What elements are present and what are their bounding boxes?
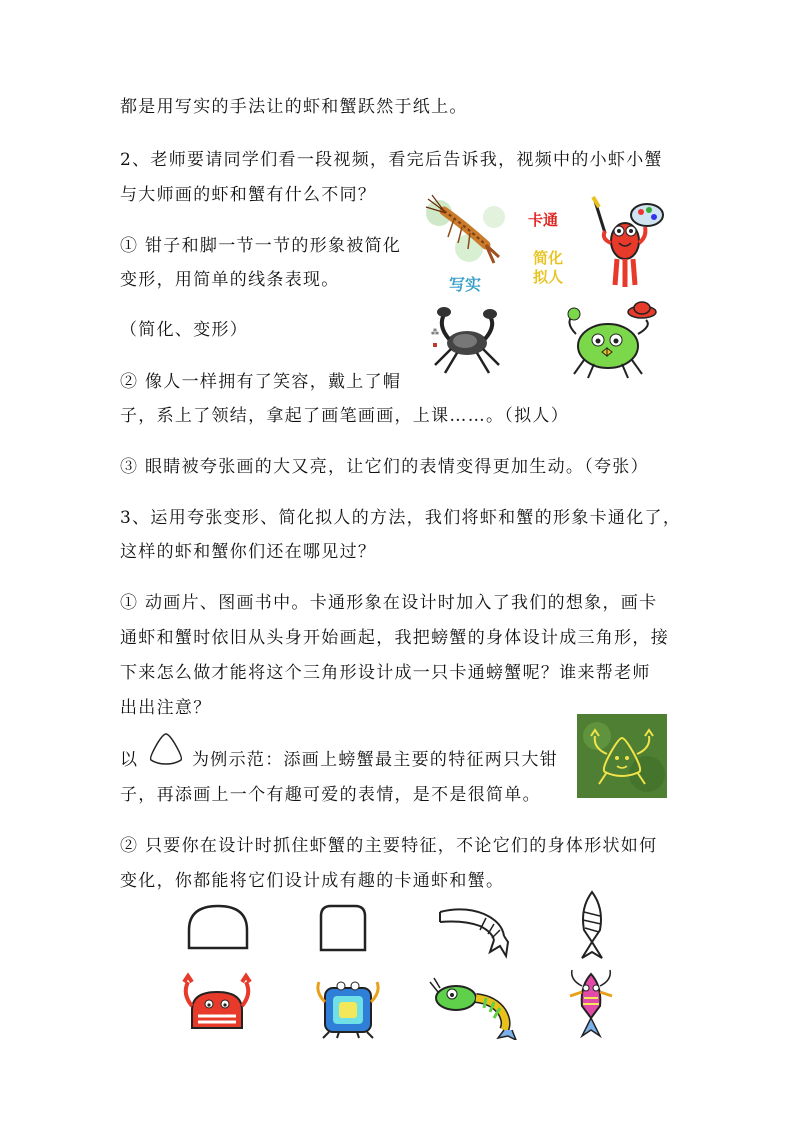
text-line: 变化，你都能将它们设计成有趣的卡通虾和蟹。: [120, 871, 505, 891]
semicircle-outline-image: [181, 900, 255, 956]
text-line: ② 像人一样拥有了笑容，戴上了帽: [120, 372, 402, 392]
text-line: 子，再添画上一个有趣可爱的表情，是不是很简单。: [120, 785, 541, 805]
rounded-triangle-icon: [145, 730, 187, 766]
text-line: 变形，用简单的线条表现。: [120, 270, 340, 290]
realistic-crab-image: [427, 295, 507, 383]
blue-crab-image: [309, 972, 387, 1040]
text-line: 下来怎么做才能将这个三角形设计成一只卡通螃蟹呢？谁来帮老师: [120, 663, 651, 683]
shrimp-outline-image: [434, 900, 526, 960]
pink-lobster-image: [562, 966, 620, 1042]
svg-text:⁂: ⁂: [431, 328, 439, 337]
text-line: 子，系上了领结，拿起了画笔画画，上课……。（拟人）: [120, 406, 569, 426]
text-line: 3、运用夸张变形、简化拟人的方法，我们将虾和蟹的形象卡通化了，: [120, 508, 682, 528]
text-line: ② 只要你在设计时抓住虾蟹的主要特征，不论它们的身体形状如何: [120, 836, 658, 856]
text-line: （简化、变形）: [120, 320, 249, 340]
text-line: 通虾和蟹时依旧从头身开始画起，我把螃蟹的身体设计成三角形，接: [120, 628, 669, 648]
cartoon-lobster-image: [585, 193, 667, 293]
text-line: ① 钳子和脚一节一节的形象被简化: [120, 236, 402, 256]
text-line: ① 动画片、图画书中。卡通形象在设计时加入了我们的想象，画卡: [120, 593, 658, 613]
text-line: 出出注意？: [120, 698, 212, 718]
text-line: 2、老师要请同学们看一段视频，看完后告诉我，视频中的小虾小蟹: [120, 150, 663, 170]
text-line: 都是用写实的手法让的虾和蟹跃然于纸上。: [120, 97, 468, 117]
text-line: 以: [120, 750, 139, 770]
text-line: 为例示范：添画上螃蟹最主要的特征两只大钳: [192, 750, 558, 770]
personify-label: 拟人: [533, 268, 564, 286]
chalk-crab-image: [577, 714, 667, 798]
cartoon-crab-image: [556, 300, 666, 380]
text-line: ③ 眼睛被夸张画的大又亮，让它们的表情变得更加生动。（夸张）: [120, 457, 649, 477]
fish-lobster-outline-image: [570, 888, 614, 962]
green-shrimp-image: [428, 976, 526, 1040]
realistic-label: 写实: [449, 275, 482, 294]
simplify-label: 简化: [533, 249, 564, 267]
rounded-square-outline-image: [313, 900, 373, 958]
cartoon-label: 卡通: [528, 211, 559, 229]
text-line: 与大师画的虾和蟹有什么不同？: [120, 185, 377, 205]
text-line: 这样的虾和蟹你们还在哪见过？: [120, 542, 377, 562]
red-crab-image: [178, 972, 256, 1038]
realistic-shrimp-image: [424, 193, 506, 271]
